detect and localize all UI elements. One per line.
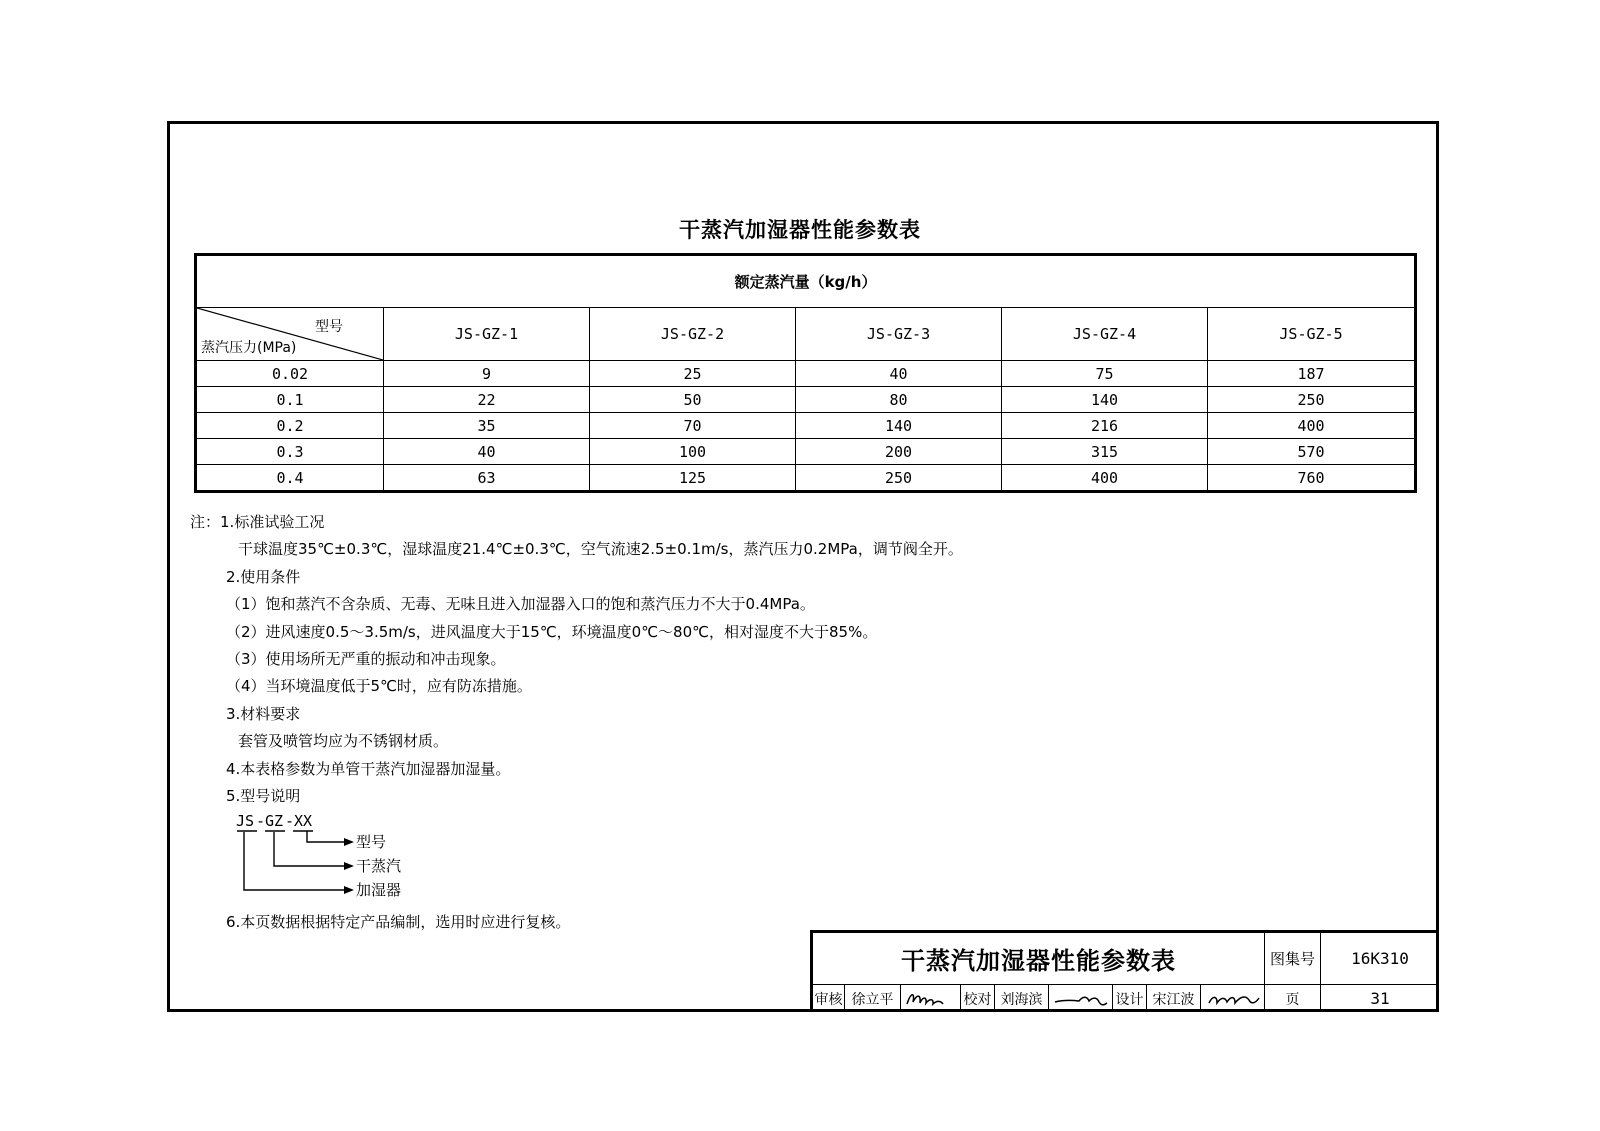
value-cell: 400 <box>1208 413 1416 439</box>
value-cell: 216 <box>1002 413 1208 439</box>
value-cell: 40 <box>796 361 1002 387</box>
column-header: JS-GZ-1 <box>384 308 590 361</box>
notes-prefix: 注： <box>190 513 221 531</box>
value-cell: 63 <box>384 465 590 492</box>
value-cell: 40 <box>384 439 590 465</box>
table-row <box>196 361 1416 387</box>
designer-name: 宋江波 <box>1147 985 1201 1012</box>
check-label: 校对 <box>961 985 995 1012</box>
note-1-title: 1.标准试验工况 <box>220 513 325 531</box>
atlas-number: 16K310 <box>1321 933 1439 985</box>
model-code-label: 型号 <box>356 833 387 851</box>
note-3-title: 3.材料要求 <box>226 704 301 723</box>
value-cell: 250 <box>796 465 1002 492</box>
note-6: 6.本页数据根据特定产品编制，选用时应进行复核。 <box>226 913 571 931</box>
pressure-cell: 0.3 <box>196 439 384 465</box>
pressure-cell: 0.1 <box>196 387 384 413</box>
note-2-item: （4）当环境温度低于5℃时，应有防冻措施。 <box>226 677 532 696</box>
title-block-title: 干蒸汽加湿器性能参数表 <box>813 933 1265 985</box>
value-cell: 35 <box>384 413 590 439</box>
model-code-label: 加湿器 <box>356 881 402 899</box>
note-1-title-line <box>190 509 963 536</box>
value-cell: 22 <box>384 387 590 413</box>
table-row <box>196 387 1416 413</box>
corner-label-pressure: 蒸汽压力(MPa) <box>201 340 297 356</box>
model-code-part: XX <box>294 812 313 830</box>
note-2-item: （2）进风速度0.5～3.5m/s，进风温度大于15℃，环境温度0℃～80℃，相对湿度不大于85%。 <box>226 622 878 641</box>
note-2-title: 2.使用条件 <box>226 567 301 586</box>
value-cell: 315 <box>1002 439 1208 465</box>
signature-icon <box>1205 988 1261 1010</box>
pressure-cell: 0.02 <box>196 361 384 387</box>
value-cell: 200 <box>796 439 1002 465</box>
table-caption: 额定蒸汽量（kg/h） <box>196 255 1416 308</box>
table-corner-cell <box>196 308 384 361</box>
value-cell: 125 <box>590 465 796 492</box>
designer-signature <box>1201 985 1265 1012</box>
notes-section <box>190 509 963 810</box>
value-cell: 80 <box>796 387 1002 413</box>
value-cell: 70 <box>590 413 796 439</box>
value-cell: 140 <box>1002 387 1208 413</box>
note-1-body: 干球温度35℃±0.3℃，湿球温度21.4℃±0.3℃，空气流速2.5±0.1m/s，蒸汽压力0.2MPa，调节阀全开。 <box>238 540 963 559</box>
model-code-part: - <box>285 812 295 830</box>
title-block <box>810 930 1439 1012</box>
performance-table <box>194 253 1417 493</box>
value-cell: 50 <box>590 387 796 413</box>
checker-signature <box>1049 985 1113 1012</box>
pressure-cell: 0.2 <box>196 413 384 439</box>
column-header: JS-GZ-2 <box>590 308 796 361</box>
value-cell: 250 <box>1208 387 1416 413</box>
note-4: 4.本表格参数为单管干蒸汽加湿器加湿量。 <box>226 759 511 778</box>
model-code-label: 干蒸汽 <box>356 857 402 875</box>
review-label: 审核 <box>813 985 845 1012</box>
table-row <box>196 465 1416 492</box>
model-code-part: JS <box>236 812 255 830</box>
reviewer-name: 徐立平 <box>845 985 901 1012</box>
atlas-number-label: 图集号 <box>1265 933 1321 985</box>
value-cell: 100 <box>590 439 796 465</box>
table-row <box>196 439 1416 465</box>
value-cell: 570 <box>1208 439 1416 465</box>
value-cell: 760 <box>1208 465 1416 492</box>
value-cell: 9 <box>384 361 590 387</box>
signature-icon <box>1053 988 1109 1010</box>
value-cell: 75 <box>1002 361 1208 387</box>
note-2-item: （1）饱和蒸汽不含杂质、无毒、无味且进入加湿器入口的饱和蒸汽压力不大于0.4MPa。 <box>226 595 815 614</box>
checker-name: 刘海滨 <box>995 985 1049 1012</box>
note-5-title: 5.型号说明 <box>226 787 301 806</box>
design-label: 设计 <box>1113 985 1147 1012</box>
pressure-cell: 0.4 <box>196 465 384 492</box>
model-code-part: - <box>256 812 266 830</box>
page-label: 页 <box>1265 985 1321 1012</box>
value-cell: 140 <box>796 413 1002 439</box>
column-header: JS-GZ-3 <box>796 308 1002 361</box>
note-3-body: 套管及喷管均应为不锈钢材质。 <box>238 732 449 751</box>
value-cell: 400 <box>1002 465 1208 492</box>
column-header: JS-GZ-4 <box>1002 308 1208 361</box>
signature-icon <box>903 988 959 1010</box>
reviewer-signature <box>901 985 961 1012</box>
corner-label-model: 型号 <box>315 319 343 335</box>
value-cell: 25 <box>590 361 796 387</box>
note-2-item: （3）使用场所无严重的振动和冲击现象。 <box>226 650 506 669</box>
table-row <box>196 413 1416 439</box>
column-header: JS-GZ-5 <box>1208 308 1416 361</box>
model-code-part: GZ <box>265 812 284 830</box>
page-number: 31 <box>1370 989 1390 1008</box>
page-title: 干蒸汽加湿器性能参数表 <box>679 218 921 242</box>
table-header-row <box>196 308 1416 361</box>
value-cell: 187 <box>1208 361 1416 387</box>
model-code-diagram <box>236 812 436 912</box>
